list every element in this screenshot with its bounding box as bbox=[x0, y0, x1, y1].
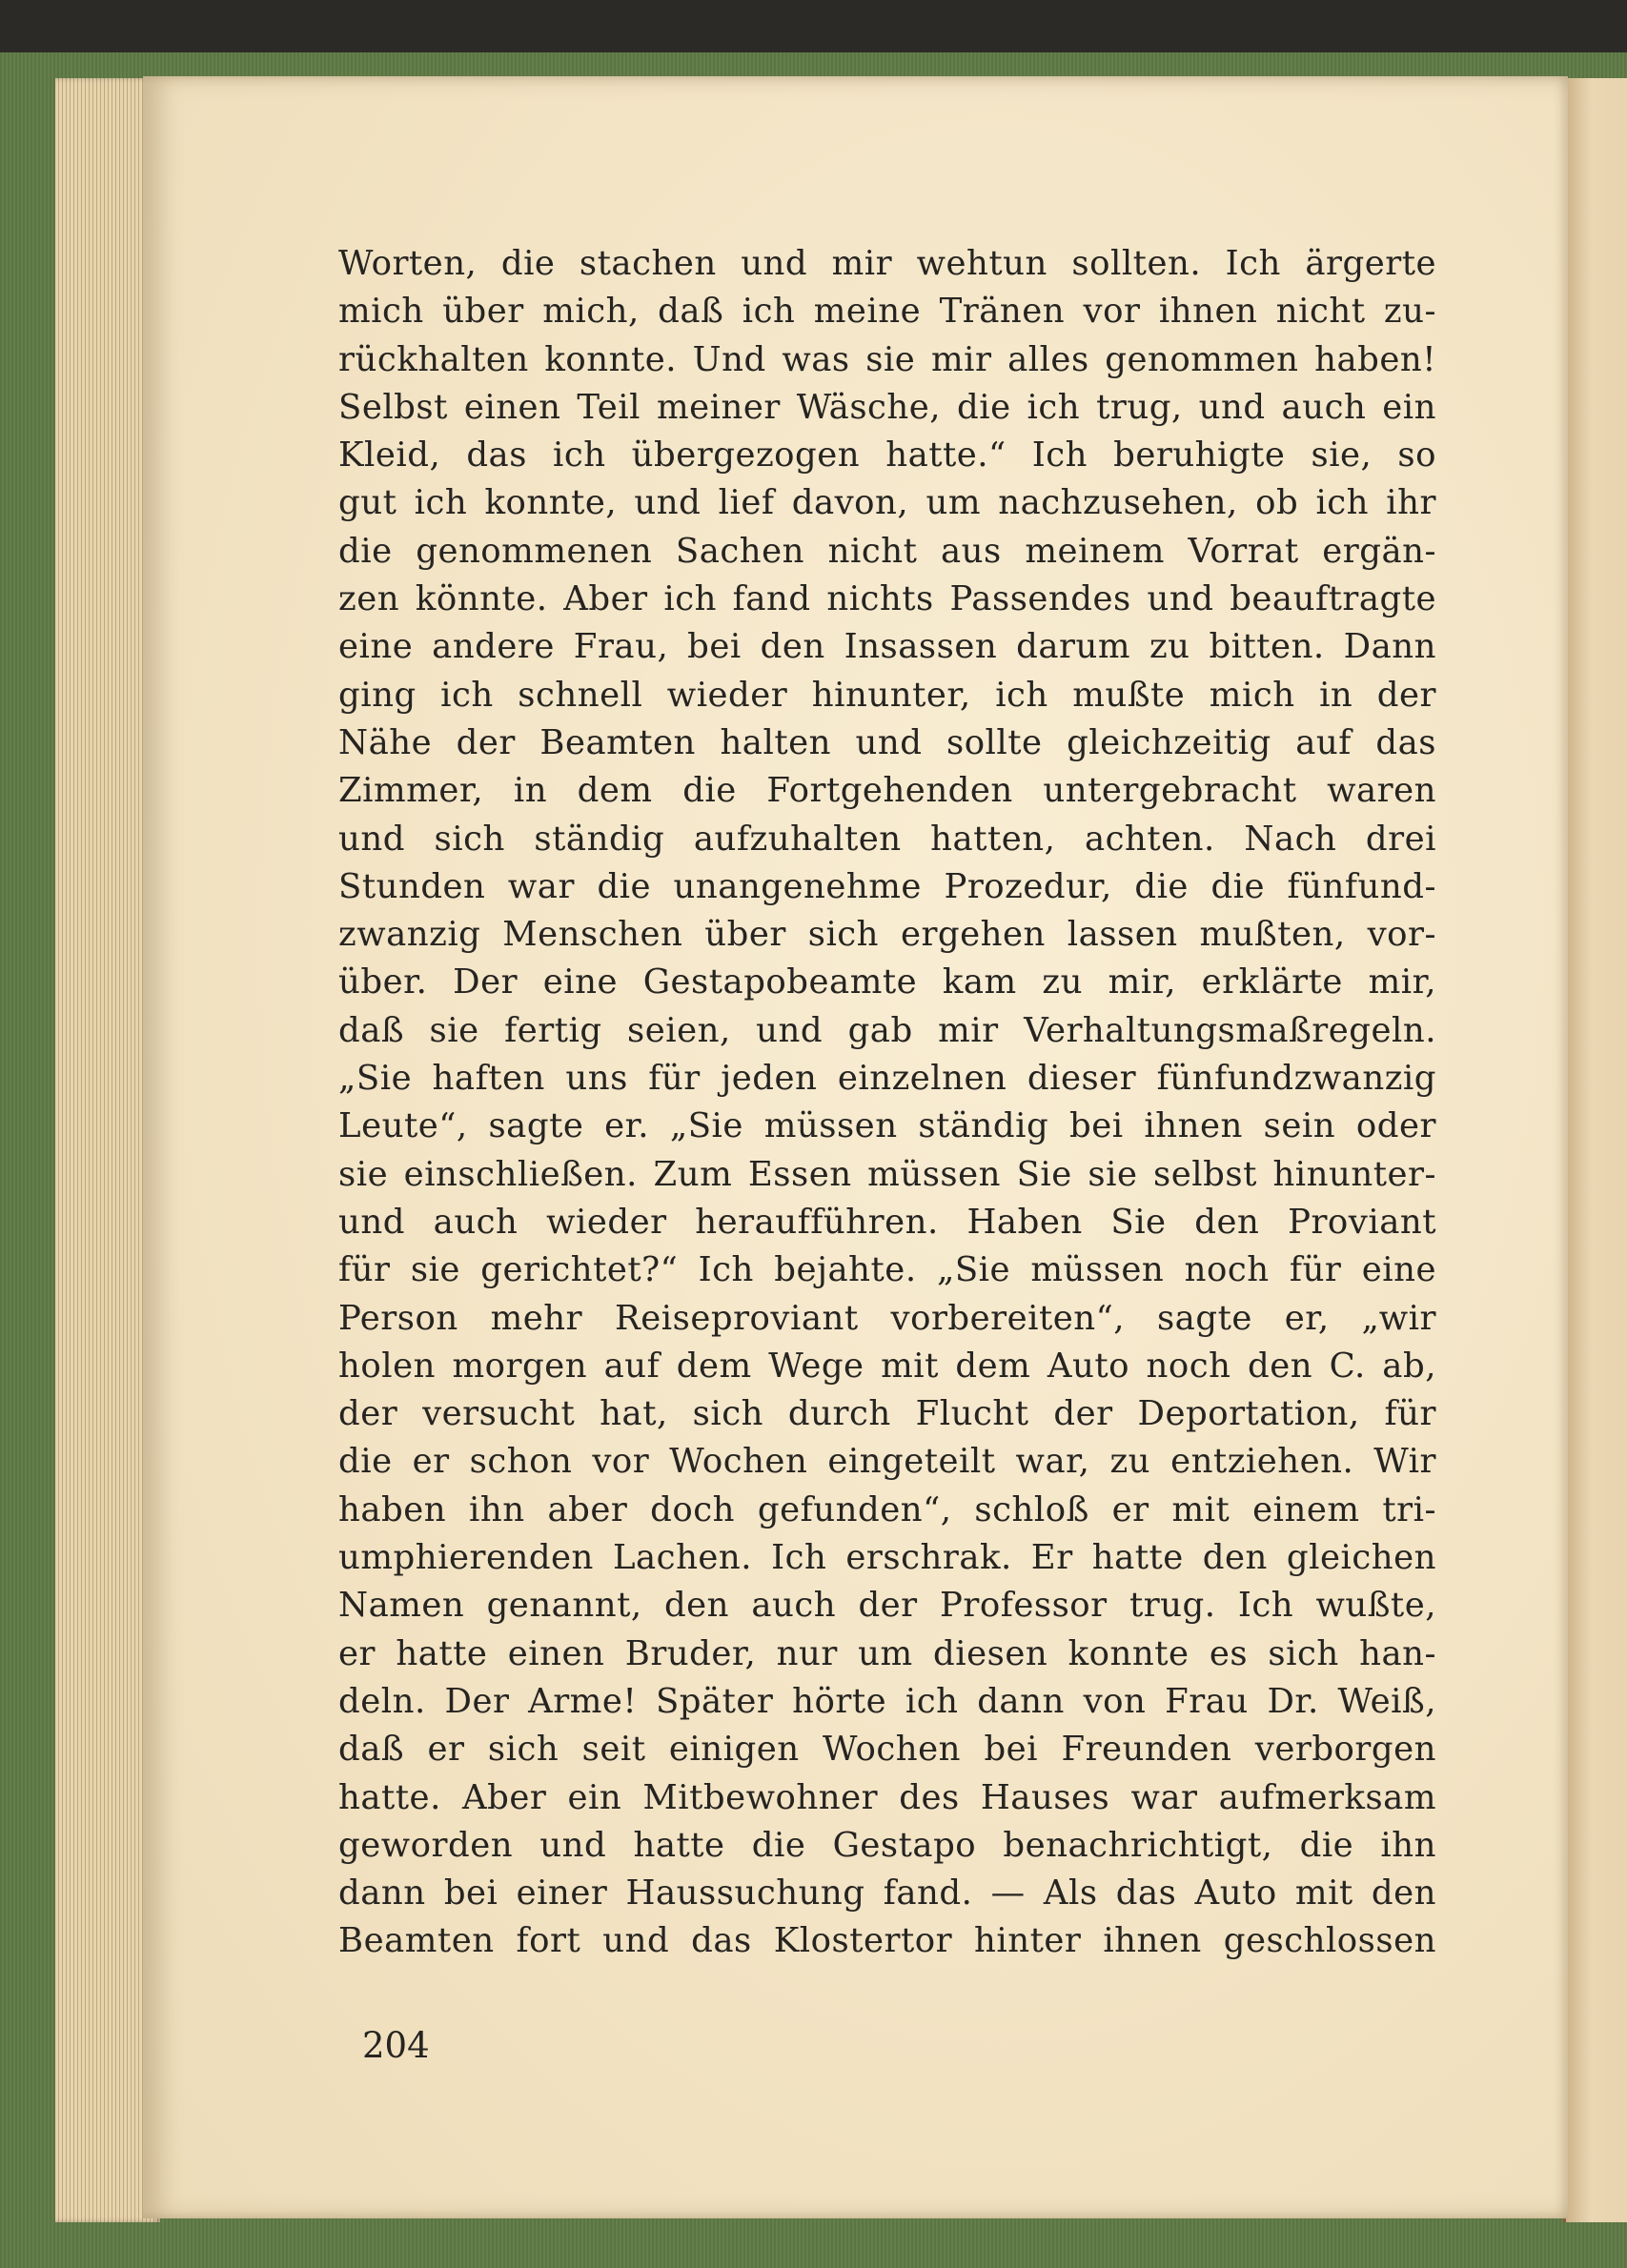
text-line: haben ihn aber doch gefunden“, schloß er mit einem tri- bbox=[338, 1489, 1436, 1529]
facing-page-edge bbox=[1563, 78, 1627, 2222]
text-line: und auch wieder heraufführen. Haben Sie den Proviant bbox=[338, 1202, 1436, 1242]
text-line: sie einschließen. Zum Essen müssen Sie sie selbst hinunter- bbox=[338, 1154, 1436, 1194]
text-line: die genommenen Sachen nicht aus meinem Vorrat ergän- bbox=[338, 531, 1436, 571]
text-line: holen morgen auf dem Wege mit dem Auto noch den C. ab, bbox=[338, 1346, 1436, 1386]
body-text bbox=[338, 240, 1436, 1966]
text-line: ging ich schnell wieder hinunter, ich mußte mich in der bbox=[338, 675, 1436, 715]
text-line: die er schon vor Wochen eingeteilt war, zu entziehen. Wir bbox=[338, 1442, 1436, 1482]
text-line: zwanzig Menschen über sich ergehen lassen mußten, vor- bbox=[338, 915, 1436, 955]
text-line: Kleid, das ich übergezogen hatte.“ Ich beruhigte sie, so bbox=[338, 435, 1436, 476]
text-line: dann bei einer Haussuchung fand. — Als das Auto mit den bbox=[338, 1873, 1436, 1914]
text-line: zen könnte. Aber ich fand nichts Passendes und beauftragte bbox=[338, 579, 1436, 619]
text-line: Worten, die stachen und mir wehtun sollten. Ich ärgerte bbox=[338, 244, 1436, 283]
text-line: und sich ständig aufzuhalten hatten, achten. Nach drei bbox=[338, 819, 1436, 859]
text-line: er hatte einen Bruder, nur um diesen konnte es sich han- bbox=[338, 1633, 1436, 1673]
text-line: umphierenden Lachen. Ich erschrak. Er hatte den gleichen bbox=[338, 1538, 1436, 1578]
text-line: rückhalten konnte. Und was sie mir alles genommen haben! bbox=[338, 339, 1436, 379]
page-number: 204 bbox=[362, 2025, 430, 2066]
text-line: über. Der eine Gestapobeamte kam zu mir, erklärte mir, bbox=[338, 962, 1436, 1002]
text-line: gut ich konnte, und lief davon, um nachzusehen, ob ich ihr bbox=[338, 483, 1436, 523]
text-line: daß sie fertig seien, und gab mir Verhaltungsmaßregeln. bbox=[338, 1010, 1436, 1050]
text-line: für sie gerichtet?“ Ich bejahte. „Sie müssen noch für eine bbox=[338, 1250, 1436, 1290]
text-line: Stunden war die unangenehme Prozedur, die die fünfund- bbox=[338, 866, 1436, 906]
text-line: deln. Der Arme! Später hörte ich dann von Frau Dr. Weiß, bbox=[338, 1681, 1436, 1721]
text-line: Person mehr Reiseproviant vorbereiten“, sagte er, „wir bbox=[338, 1298, 1436, 1338]
text-line: der versucht hat, sich durch Flucht der Deportation, für bbox=[338, 1394, 1436, 1434]
text-line: Namen genannt, den auch der Professor trug. Ich wußte, bbox=[338, 1586, 1436, 1626]
text-line: geworden und hatte die Gestapo benachrichtigt, die ihn bbox=[338, 1825, 1436, 1865]
text-line: hatte. Aber ein Mitbewohner des Hauses war aufmerksam bbox=[338, 1777, 1436, 1817]
text-line: eine andere Frau, bei den Insassen darum zu bitten. Dann bbox=[338, 627, 1436, 667]
text-line: Nähe der Beamten halten und sollte gleichzeitig auf das bbox=[338, 722, 1436, 762]
text-line: Leute“, sagte er. „Sie müssen ständig bei ihnen sein oder bbox=[338, 1106, 1436, 1146]
text-line: Beamten fort und das Klostertor hinter ihnen geschlossen bbox=[338, 1921, 1436, 1961]
text-line: „Sie haften uns für jeden einzelnen dieser fünfundzwanzig bbox=[338, 1059, 1436, 1099]
text-line: Zimmer, in dem die Fortgehenden untergebracht waren bbox=[338, 771, 1436, 811]
text-line: daß er sich seit einigen Wochen bei Freunden verborgen bbox=[338, 1730, 1436, 1770]
text-line: mich über mich, daß ich meine Tränen vor ihnen nicht zu- bbox=[338, 292, 1436, 332]
text-line: Selbst einen Teil meiner Wäsche, die ich trug, und auch ein bbox=[338, 387, 1436, 427]
